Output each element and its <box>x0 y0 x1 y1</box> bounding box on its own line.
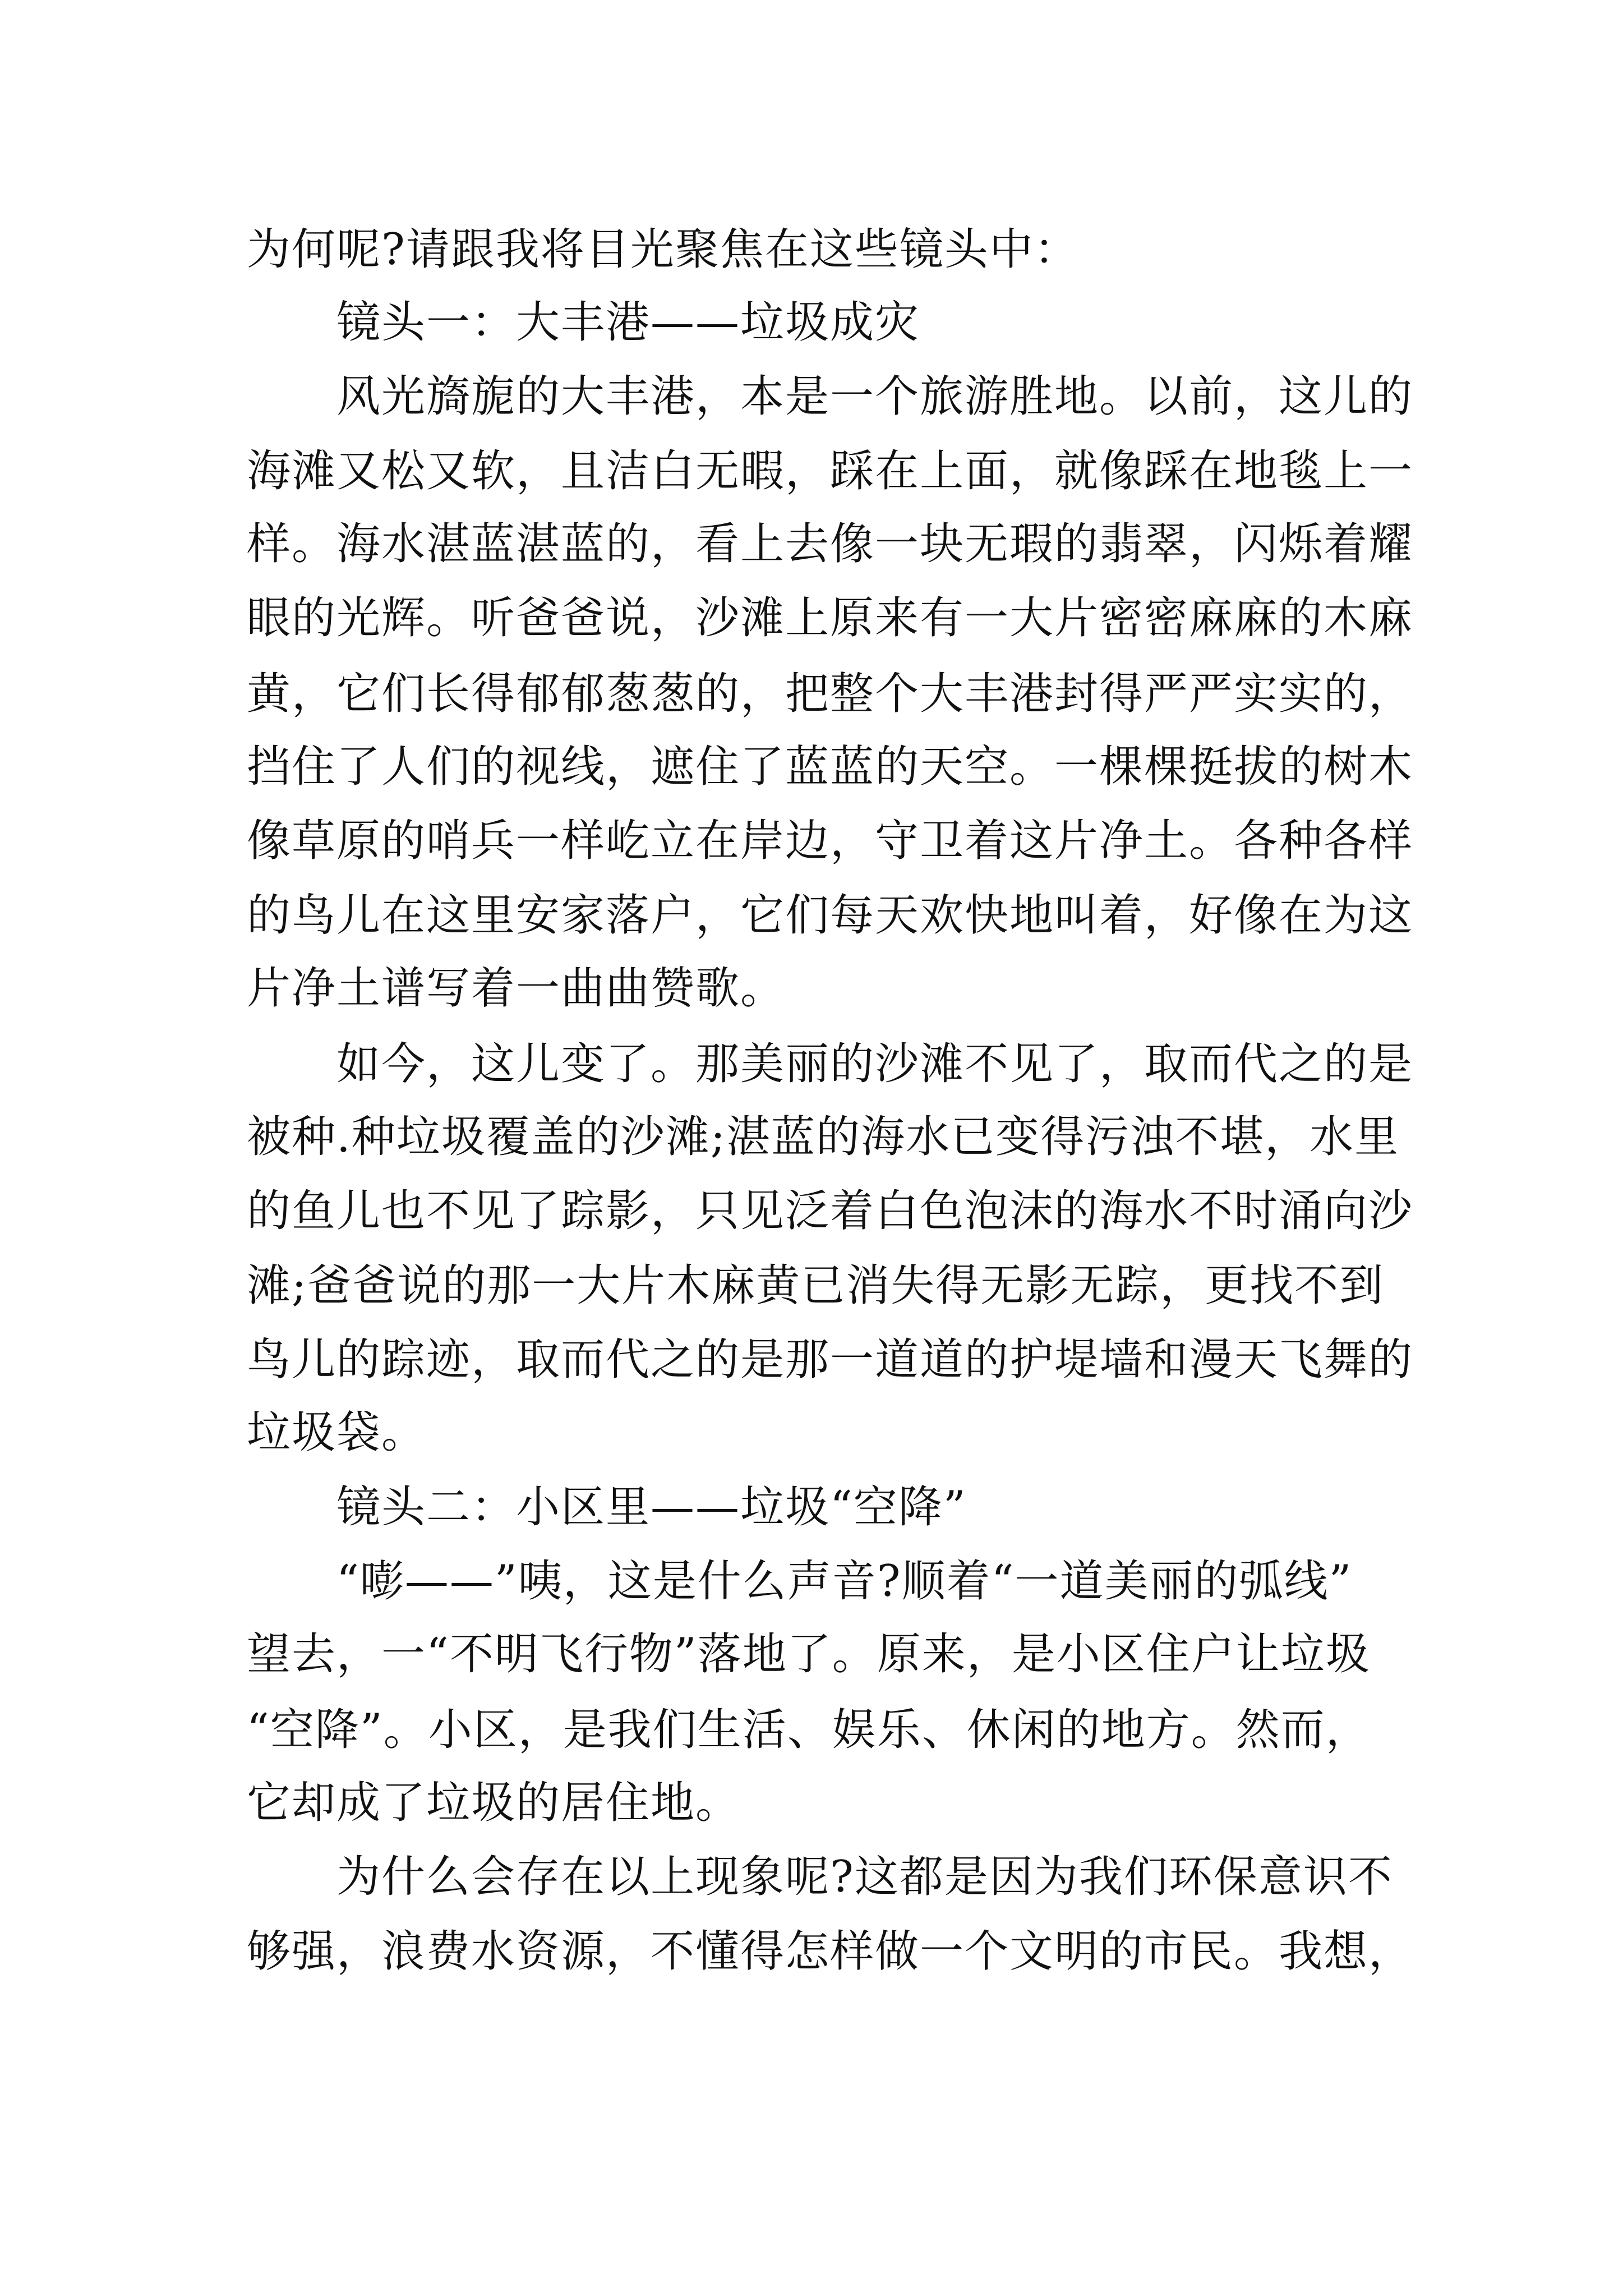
text-line: 滩;爸爸说的那一大片木麻黄已消失得无影无踪，更找不到 <box>247 1260 1385 1311</box>
text-line: 的鱼儿也不见了踪影，只见泛着白色泡沫的海水不时涌向沙 <box>247 1186 1414 1236</box>
text-line: 的鸟儿在这里安家落户，它们每天欢快地叫着，好像在为这 <box>247 890 1414 941</box>
text-line: 挡住了人们的视线，遮住了蓝蓝的天空。一棵棵挺拔的树木 <box>247 742 1414 792</box>
text-line: “空降”。小区，是我们生活、娱乐、休闲的地方。然而， <box>247 1705 1371 1755</box>
section-heading: 镜头二：小区里——垃圾“空降” <box>336 1482 967 1533</box>
text-line: 垃圾袋。 <box>247 1407 427 1458</box>
text-line: 为何呢?请跟我将目光聚焦在这些镜头中： <box>247 224 1079 275</box>
text-line: “嘭——”咦，这是什么声音?顺着“一道美丽的弧线” <box>336 1556 1353 1607</box>
text-line: 像草原的哨兵一样屹立在岸边，守卫着这片净土。各种各样 <box>247 816 1414 866</box>
text-line: 风光旖旎的大丰港，本是一个旅游胜地。以前，这儿的 <box>336 371 1414 422</box>
text-line: 片净土谱写着一曲曲赞歌。 <box>247 963 786 1014</box>
text-line: 眼的光辉。听爸爸说，沙滩上原来有一大片密密麻麻的木麻 <box>247 593 1414 643</box>
text-line: 它却成了垃圾的居住地。 <box>247 1778 741 1828</box>
text-line: 鸟儿的踪迹，取而代之的是那一道道的护堤墙和漫天飞舞的 <box>247 1335 1414 1385</box>
text-line: 望去，一“不明飞行物”落地了。原来，是小区住户让垃圾 <box>247 1629 1371 1680</box>
text-line: 为什么会存在以上现象呢?这都是因为我们环保意识不 <box>336 1852 1393 1902</box>
text-line: 黄，它们长得郁郁葱葱的，把整个大丰港封得严严实实的， <box>247 669 1414 719</box>
text-line: 被种.种垃圾覆盖的沙滩;湛蓝的海水已变得污浊不堪，水里 <box>247 1112 1400 1162</box>
section-heading: 镜头一：大丰港——垃圾成灾 <box>336 297 920 348</box>
text-line: 够强，浪费水资源，不懂得怎样做一个文明的市民。我想， <box>247 1926 1414 1977</box>
text-line: 如今，这儿变了。那美丽的沙滩不见了，取而代之的是 <box>336 1039 1414 1089</box>
text-line: 海滩又松又软，且洁白无暇，踩在上面，就像踩在地毯上一 <box>247 446 1414 496</box>
text-line: 样。海水湛蓝湛蓝的，看上去像一块无瑕的翡翠，闪烁着耀 <box>247 519 1414 569</box>
